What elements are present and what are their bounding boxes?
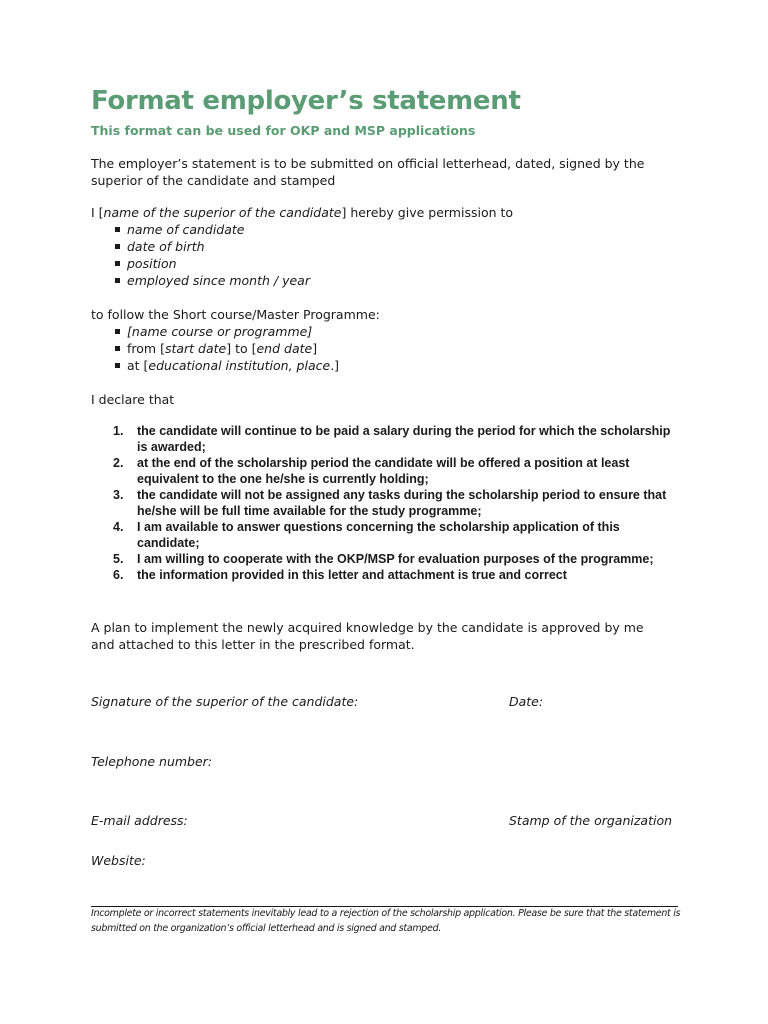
footnote: Incomplete or incorrect statements inevitably lead to a rejection of the scholarship application. Please be sure that the statement is submitted on the organization’s official letterhead and is signed and stamped.: [91, 908, 681, 934]
telephone-label: Telephone number:: [91, 754, 213, 769]
list-item: at [educational institution, place.]: [91, 357, 339, 374]
bullet-icon: [115, 329, 120, 334]
declare-lead: I declare that: [91, 392, 175, 407]
bullet-icon: [115, 227, 120, 232]
list-item: from [start date] to [end date]: [91, 340, 339, 357]
list-number: 5.: [113, 552, 124, 566]
list-number: 6.: [113, 568, 124, 582]
list-number: 4.: [113, 520, 124, 534]
stamp-label: Stamp of the organization: [509, 813, 673, 828]
bullet-icon: [115, 346, 120, 351]
list-item: 3. the candidate will not be assigned any tasks during the scholarship period to ensure that he/she will be full time available for the study programme;: [113, 488, 667, 518]
bullet-icon: [115, 363, 120, 368]
permission-suffix: ] hereby give permission to: [341, 205, 514, 220]
permission-list: [91, 221, 310, 289]
page-subtitle: This format can be used for OKP and MSP applications: [91, 123, 476, 138]
permission-paragraph: [91, 204, 671, 221]
list-number: 1.: [113, 424, 124, 438]
bullet-icon: [115, 278, 120, 283]
follow-paragraph: to follow the Short course/Master Programme:: [91, 307, 380, 322]
permission-prefix: I [: [91, 205, 104, 220]
intro-paragraph: The employer’s statement is to be submitted on official letterhead, dated, signed by the superior of the candidate and stamped: [91, 156, 645, 188]
list-item: name of candidate: [91, 221, 310, 238]
bullet-icon: [115, 261, 120, 266]
email-label: E-mail address:: [91, 813, 188, 828]
list-item: 1. the candidate will continue to be paid a salary during the period for which the scholarship is awarded;: [113, 424, 671, 454]
permission-placeholder: name of the superior of the candidate: [103, 205, 342, 220]
bullet-icon: [115, 244, 120, 249]
list-number: 3.: [113, 488, 124, 502]
list-item: 4. I am available to answer questions concerning the scholarship application of this candidate;: [113, 520, 620, 550]
list-item: position: [91, 255, 310, 272]
list-item: date of birth: [91, 238, 310, 255]
website-label: Website:: [91, 853, 146, 868]
signature-label: Signature of the superior of the candidate:: [91, 694, 359, 709]
list-item: 6. the information provided in this letter and attachment is true and correct: [113, 568, 567, 582]
declaration-list: [91, 423, 671, 583]
list-number: 2.: [113, 456, 124, 470]
list-item: 2. at the end of the scholarship period the candidate will be offered a position at least equivalent to the one he/she is currently holding;: [113, 456, 630, 486]
list-item: [name course or programme]: [91, 323, 339, 340]
date-label: Date:: [509, 694, 544, 709]
list-item: employed since month / year: [91, 272, 310, 289]
plan-paragraph: A plan to implement the newly acquired knowledge by the candidate is approved by me and attached to this letter in the prescribed format.: [91, 620, 644, 652]
page-title: Format employer’s statement: [91, 86, 521, 116]
follow-list: [91, 323, 339, 374]
list-item: 5. I am willing to cooperate with the OKP/MSP for evaluation purposes of the programme;: [113, 552, 654, 566]
